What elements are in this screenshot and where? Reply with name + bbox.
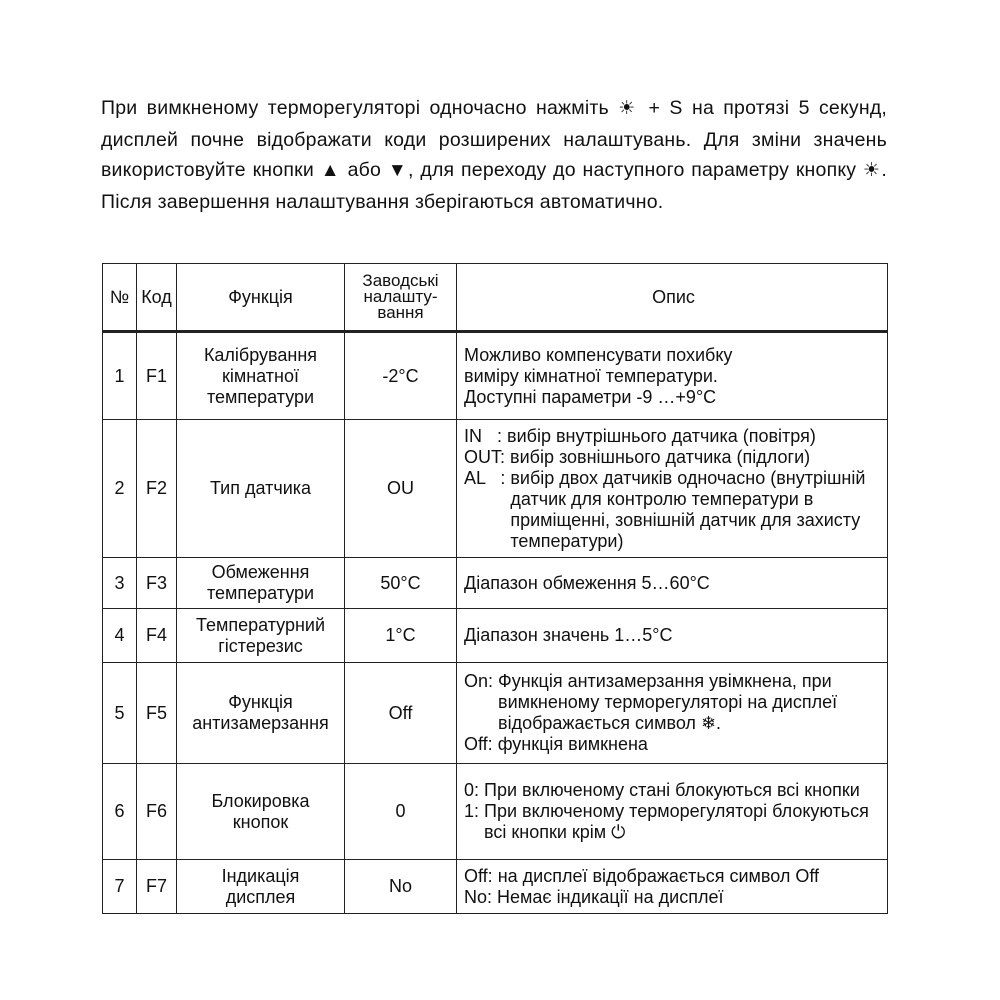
- row-description: [457, 663, 888, 764]
- row-description: [457, 764, 888, 860]
- option-key: 1:: [464, 801, 485, 821]
- option-key: Off:: [464, 734, 498, 754]
- option-item: [464, 426, 883, 447]
- row-default: 0: [345, 764, 457, 860]
- function-line: антизамерзання: [192, 713, 329, 733]
- option-item: [464, 671, 883, 734]
- intro-part-2: на протязі 5 секунд, дисплей почне відображати коди розширених налаштувань. Для зміни значень використовуйте кнопки: [101, 97, 888, 181]
- header-default-line: Заводські: [362, 271, 439, 290]
- row-description: [457, 332, 888, 420]
- header-default-line: налашту-: [363, 287, 438, 306]
- table-header: [103, 264, 888, 332]
- option-key: AL :: [464, 467, 511, 488]
- table-row: [103, 860, 888, 914]
- table-row: [103, 558, 888, 609]
- plus-sign: +: [648, 97, 661, 119]
- function-line: гістерезис: [218, 635, 303, 656]
- option-text: функція вимкнена: [497, 734, 648, 754]
- row-default: OU: [345, 420, 457, 558]
- header-default-line: вання: [377, 303, 424, 322]
- option-text: Функція антизамерзання увімкнена, при вимкненому терморегуляторі на дисплеї відображається символ ❄.: [498, 671, 838, 733]
- option-text: вибір зовнішнього датчика (підлоги): [510, 446, 811, 467]
- table-body: [103, 332, 888, 914]
- table-row: [103, 609, 888, 663]
- intro-part-5: . Після завершення налаштування зберігаються автоматично.: [101, 159, 887, 213]
- option-text: вибір двох датчиків одночасно (внутрішній датчик для контролю температури в приміщенні, зовнішній датчик для захисту температури): [510, 467, 866, 551]
- row-default: 50°C: [345, 558, 457, 609]
- function-line: кнопок: [232, 811, 289, 832]
- function-line: дисплея: [225, 886, 296, 907]
- settings-table: [102, 263, 888, 914]
- row-code: F1: [137, 332, 177, 420]
- row-function: [177, 558, 345, 609]
- row-description: Діапазон обмеження 5…60°C: [457, 558, 888, 609]
- table-row: [103, 764, 888, 860]
- row-code: F4: [137, 609, 177, 663]
- s-key-label: S: [669, 97, 683, 119]
- sun-icon: ☀: [618, 98, 640, 119]
- row-num: 3: [103, 558, 137, 609]
- table-row: [103, 420, 888, 558]
- option-key: 0:: [464, 780, 485, 800]
- row-function: [177, 764, 345, 860]
- option-key: IN :: [464, 425, 508, 446]
- row-code: F5: [137, 663, 177, 764]
- row-default: Off: [345, 663, 457, 764]
- intro-text: [101, 93, 887, 217]
- function-line: Блокировка: [211, 790, 310, 811]
- row-num: 2: [103, 420, 137, 558]
- row-description: Діапазон значень 1…5°C: [457, 609, 888, 663]
- header-description: Опис: [457, 264, 888, 332]
- header-default: [345, 264, 457, 332]
- option-item: [464, 887, 883, 908]
- arrow-down-icon: ▼: [387, 160, 408, 181]
- snowflake-icon: ❄: [700, 713, 717, 733]
- function-line: температури: [206, 386, 315, 407]
- row-code: F2: [137, 420, 177, 558]
- function-line: Температурний: [195, 614, 326, 635]
- description-line: Можливо компенсувати похибку: [464, 344, 733, 365]
- row-code: F3: [137, 558, 177, 609]
- description-line: Доступні параметри -9 …+9°C: [464, 386, 717, 407]
- arrow-up-icon: ▲: [320, 160, 341, 181]
- row-default: No: [345, 860, 457, 914]
- option-key: No:: [464, 886, 498, 907]
- function-line: кімнатної: [221, 365, 299, 386]
- row-default: -2°C: [345, 332, 457, 420]
- option-text: Немає індикації на дисплеї: [497, 886, 724, 907]
- function-line: Обмеження: [211, 562, 310, 582]
- option-key: OUT:: [464, 446, 511, 467]
- option-item: [464, 447, 883, 468]
- option-key: On:: [464, 671, 499, 691]
- header-code: Код: [137, 264, 177, 332]
- option-text: на дисплеї відображається символ Off: [497, 865, 820, 886]
- intro-part-4: , для переходу до наступного параметру кнопку: [408, 159, 857, 181]
- header-function: Функція: [177, 264, 345, 332]
- row-default: 1°C: [345, 609, 457, 663]
- header-row: [103, 264, 888, 332]
- row-function: [177, 663, 345, 764]
- option-text: При включеному стані блокуються всі кнопки: [484, 780, 860, 800]
- sun-icon: ☀: [863, 160, 882, 181]
- option-text-body: Функція антизамерзання увімкнена, при вимкненому терморегуляторі на дисплеї відображається символ: [498, 671, 838, 733]
- header-num: №: [103, 264, 137, 332]
- row-num: 1: [103, 332, 137, 420]
- intro-part-3: або: [347, 159, 382, 181]
- intro-paragraph: [101, 93, 887, 217]
- function-line: Функція: [228, 692, 293, 712]
- option-item: [464, 801, 883, 843]
- option-item: [464, 468, 883, 552]
- row-code: F7: [137, 860, 177, 914]
- row-num: 4: [103, 609, 137, 663]
- row-function: [177, 860, 345, 914]
- row-function: Тип датчика: [177, 420, 345, 558]
- function-line: Індикація: [221, 865, 300, 886]
- table-row: [103, 332, 888, 420]
- function-line: температури: [206, 583, 315, 603]
- option-text: вибір внутрішнього датчика (повітря): [507, 425, 816, 446]
- row-function: [177, 609, 345, 663]
- option-item: [464, 866, 883, 887]
- option-text-body: При включеному терморегуляторі блокуються всі кнопки крім: [484, 801, 869, 842]
- description-line: виміру кімнатної температури.: [464, 365, 718, 386]
- option-item: [464, 780, 883, 801]
- option-key: Off:: [464, 865, 498, 886]
- function-line: Калібрування: [203, 344, 318, 365]
- row-num: 7: [103, 860, 137, 914]
- row-description: [457, 420, 888, 558]
- row-code: F6: [137, 764, 177, 860]
- intro-part-1: При вимкненому терморегуляторі одночасно нажміть: [101, 97, 609, 119]
- row-description: [457, 860, 888, 914]
- option-item: [464, 734, 883, 755]
- row-num: 5: [103, 663, 137, 764]
- row-function: [177, 332, 345, 420]
- option-text: [484, 801, 883, 843]
- table-row: [103, 663, 888, 764]
- power-icon: ⏻: [611, 822, 626, 842]
- row-num: 6: [103, 764, 137, 860]
